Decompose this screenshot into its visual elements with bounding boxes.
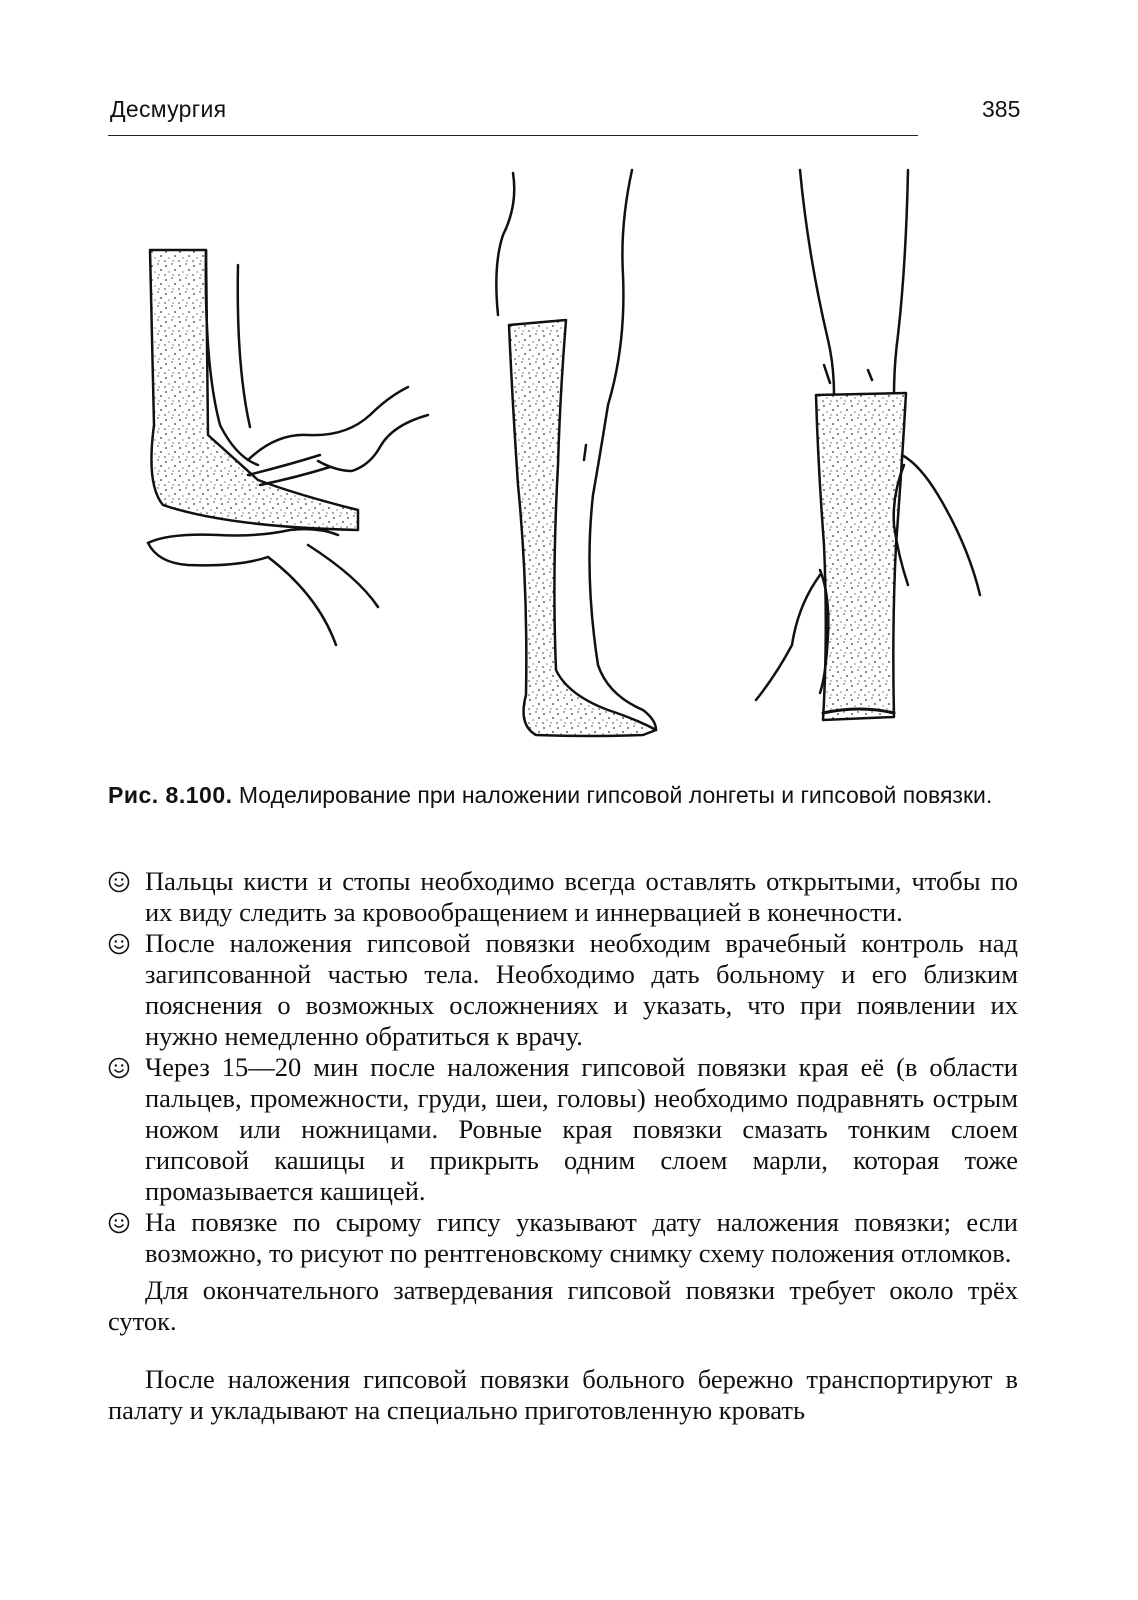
figure-caption-text: Моделирование при наложении гипсовой лонгеты и гипсовой повязки. (238, 782, 993, 808)
smiley-icon (108, 1057, 130, 1079)
paragraph: Для окончательного затвердевания гипсовой повязки требует около трёх суток. (108, 1275, 1018, 1336)
header-rule (108, 135, 918, 136)
figure-illustration (108, 165, 1028, 760)
lower-leg-cast-drawing (756, 170, 980, 720)
figure-caption (108, 780, 1028, 811)
figure-caption-label: Рис. 8.100. (108, 782, 233, 808)
bullet-item (108, 1052, 1018, 1207)
bullet-item (108, 1207, 1018, 1269)
page-number: 385 (982, 96, 1021, 122)
leg-longuette-drawing (496, 170, 656, 736)
smiley-icon (108, 871, 130, 893)
bullet-text: Через 15—20 мин после наложения гипсовой повязки края её (в области пальцев, промежности, груди, шеи, головы) необходимо подравнять острым ножом или ножницами. Ровные края повязки смазать тонким слоем гипсовой кашицы и прикрыть одним слоем марли, которая тоже промазывается кашицей. (145, 1052, 1018, 1206)
bullet-item (108, 928, 1018, 1052)
smiley-icon (108, 933, 130, 955)
bullet-text: Пальцы кисти и стопы необходимо всегда оставлять открытыми, чтобы по их виду следить за кровообращением и иннервацией в конечности. (145, 866, 1018, 927)
bullet-text: На повязке по сырому гипсу указывают дату наложения повязки; если возможно, то рисуют по рентгеновскому снимку схему положения отломков. (145, 1207, 1018, 1268)
bullet-item (108, 866, 1018, 928)
body-text (108, 866, 1018, 1452)
bullet-text: После наложения гипсовой повязки необходим врачебный контроль над загипсованной частью тела. Необходимо дать больному и его близким пояснения о возможных осложнениях и указать, что при появлении их нужно немедленно обратиться к врачу. (145, 928, 1018, 1051)
running-header: Десмургия (110, 96, 227, 122)
smiley-icon (108, 1212, 130, 1234)
foot-splint-drawing (148, 250, 428, 645)
paragraph: После наложения гипсовой повязки больного бережно транспортируют в палату и укладывают на специально приготовленную кровать (108, 1363, 1018, 1425)
